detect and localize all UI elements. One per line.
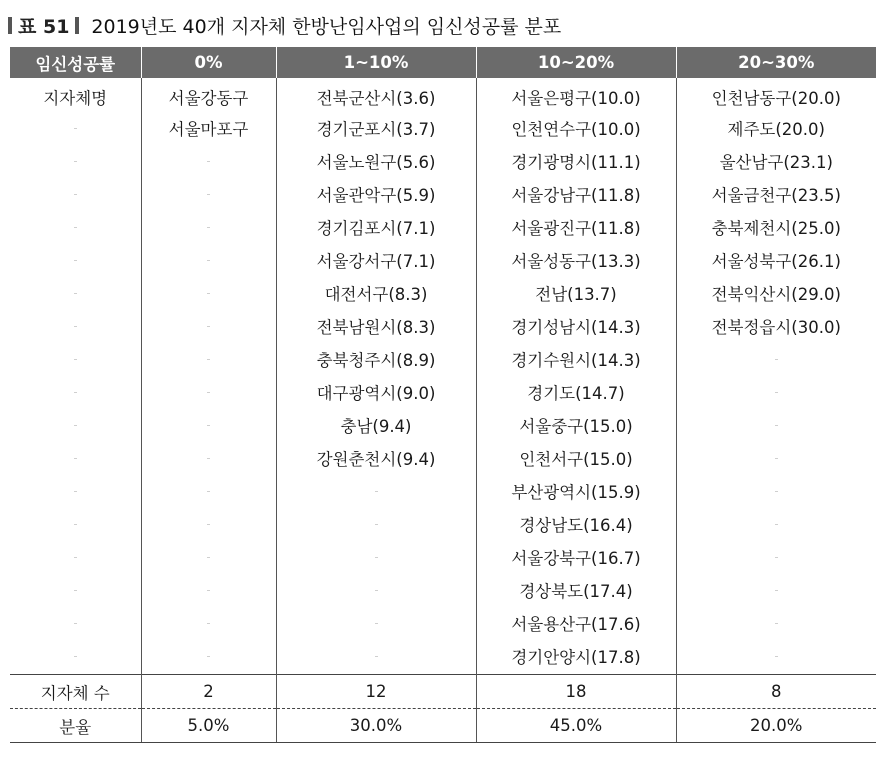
city-cell: 강원춘천시(9.4) bbox=[276, 441, 476, 474]
table-row bbox=[10, 177, 876, 210]
count-cell: 12 bbox=[276, 675, 476, 709]
table-row bbox=[10, 540, 876, 573]
ratio-cell: 45.0% bbox=[476, 709, 676, 743]
city-cell: 전남(13.7) bbox=[476, 276, 676, 309]
header-cell: 0% bbox=[141, 47, 276, 78]
empty-cell bbox=[10, 309, 141, 342]
placeholder-dot bbox=[207, 194, 210, 195]
table-row bbox=[10, 639, 876, 675]
table-row bbox=[10, 276, 876, 309]
city-cell: 전북정읍시(30.0) bbox=[676, 309, 876, 342]
city-cell: 서울은평구(10.0) bbox=[476, 78, 676, 111]
empty-cell bbox=[141, 474, 276, 507]
empty-cell bbox=[10, 144, 141, 177]
table-row bbox=[10, 408, 876, 441]
placeholder-dot bbox=[74, 524, 77, 525]
city-cell: 전북군산시(3.6) bbox=[276, 78, 476, 111]
row-header-cell: 지자체명 bbox=[43, 88, 108, 108]
empty-cell bbox=[10, 210, 141, 243]
empty-cell bbox=[141, 375, 276, 408]
placeholder-dot bbox=[775, 458, 778, 459]
placeholder-dot bbox=[775, 392, 778, 393]
empty-cell bbox=[10, 474, 141, 507]
empty-cell bbox=[10, 573, 141, 606]
placeholder-dot bbox=[74, 458, 77, 459]
city-cell: 서울금천구(23.5) bbox=[676, 177, 876, 210]
ratio-label: 분율 bbox=[10, 709, 141, 743]
placeholder-dot bbox=[207, 161, 210, 162]
empty-cell bbox=[141, 639, 276, 675]
empty-cell bbox=[676, 573, 876, 606]
city-cell: 경기광명시(11.1) bbox=[476, 144, 676, 177]
placeholder-dot bbox=[207, 260, 210, 261]
count-label: 지자체 수 bbox=[10, 675, 141, 709]
empty-cell bbox=[676, 639, 876, 675]
count-cell: 2 bbox=[141, 675, 276, 709]
city-cell: 서울강북구(16.7) bbox=[476, 540, 676, 573]
table-row bbox=[10, 474, 876, 507]
placeholder-dot bbox=[207, 359, 210, 360]
empty-cell bbox=[141, 408, 276, 441]
placeholder-dot bbox=[775, 590, 778, 591]
placeholder-dot bbox=[74, 590, 77, 591]
header-cell: 10~20% bbox=[476, 47, 676, 78]
city-cell: 경기안양시(17.8) bbox=[476, 639, 676, 675]
placeholder-dot bbox=[74, 491, 77, 492]
empty-cell bbox=[141, 177, 276, 210]
placeholder-dot bbox=[775, 656, 778, 657]
placeholder-dot bbox=[207, 623, 210, 624]
table-row bbox=[10, 309, 876, 342]
placeholder-dot bbox=[74, 293, 77, 294]
header-row bbox=[10, 47, 876, 78]
placeholder-dot bbox=[375, 656, 378, 657]
placeholder-dot bbox=[74, 161, 77, 162]
empty-cell bbox=[676, 474, 876, 507]
empty-cell bbox=[10, 375, 141, 408]
city-cell: 제주도(20.0) bbox=[676, 111, 876, 144]
placeholder-dot bbox=[207, 326, 210, 327]
ratio-row bbox=[10, 709, 876, 743]
placeholder-dot bbox=[74, 623, 77, 624]
placeholder-dot bbox=[74, 227, 77, 228]
placeholder-dot bbox=[74, 425, 77, 426]
empty-cell bbox=[10, 639, 141, 675]
city-cell: 대구광역시(9.0) bbox=[276, 375, 476, 408]
placeholder-dot bbox=[207, 524, 210, 525]
placeholder-dot bbox=[375, 524, 378, 525]
table-row bbox=[10, 243, 876, 276]
placeholder-dot bbox=[207, 590, 210, 591]
table-row bbox=[10, 507, 876, 540]
city-cell: 충북제천시(25.0) bbox=[676, 210, 876, 243]
count-row bbox=[10, 675, 876, 709]
city-cell: 경상남도(16.4) bbox=[476, 507, 676, 540]
empty-cell bbox=[141, 144, 276, 177]
caption-bar-right bbox=[75, 17, 79, 34]
empty-cell bbox=[141, 507, 276, 540]
placeholder-dot bbox=[375, 623, 378, 624]
empty-cell bbox=[141, 309, 276, 342]
city-cell: 서울노원구(5.6) bbox=[276, 144, 476, 177]
table-row bbox=[10, 441, 876, 474]
city-cell: 서울성동구(13.3) bbox=[476, 243, 676, 276]
placeholder-dot bbox=[74, 392, 77, 393]
placeholder-dot bbox=[74, 557, 77, 558]
empty-cell bbox=[676, 375, 876, 408]
city-cell: 인천연수구(10.0) bbox=[476, 111, 676, 144]
city-cell: 충남(9.4) bbox=[276, 408, 476, 441]
city-cell: 서울성북구(26.1) bbox=[676, 243, 876, 276]
table-row bbox=[10, 573, 876, 606]
placeholder-dot bbox=[74, 128, 77, 129]
placeholder-dot bbox=[74, 656, 77, 657]
table-number: 표 51 bbox=[18, 15, 70, 38]
empty-cell bbox=[276, 507, 476, 540]
ratio-cell: 5.0% bbox=[141, 709, 276, 743]
city-cell: 서울광진구(11.8) bbox=[476, 210, 676, 243]
empty-cell bbox=[10, 408, 141, 441]
empty-cell bbox=[10, 342, 141, 375]
empty-cell bbox=[141, 573, 276, 606]
header-cell: 임신성공률 bbox=[10, 47, 141, 78]
city-cell: 울산남구(23.1) bbox=[676, 144, 876, 177]
placeholder-dot bbox=[375, 491, 378, 492]
city-cell: 서울강서구(7.1) bbox=[276, 243, 476, 276]
empty-cell bbox=[10, 243, 141, 276]
city-cell: 부산광역시(15.9) bbox=[476, 474, 676, 507]
empty-cell bbox=[10, 507, 141, 540]
empty-cell bbox=[141, 210, 276, 243]
empty-cell bbox=[276, 540, 476, 573]
city-list-body bbox=[10, 78, 876, 675]
table-caption bbox=[8, 10, 561, 40]
table-row bbox=[10, 606, 876, 639]
city-cell: 인천남동구(20.0) bbox=[676, 78, 876, 111]
city-cell: 서울용산구(17.6) bbox=[476, 606, 676, 639]
table-row bbox=[10, 144, 876, 177]
empty-cell bbox=[141, 342, 276, 375]
placeholder-dot bbox=[74, 194, 77, 195]
empty-cell bbox=[276, 606, 476, 639]
empty-cell bbox=[676, 408, 876, 441]
placeholder-dot bbox=[74, 359, 77, 360]
city-cell: 충북청주시(8.9) bbox=[276, 342, 476, 375]
empty-cell bbox=[141, 243, 276, 276]
empty-cell bbox=[676, 507, 876, 540]
placeholder-dot bbox=[775, 359, 778, 360]
placeholder-dot bbox=[207, 227, 210, 228]
empty-cell bbox=[676, 441, 876, 474]
empty-cell bbox=[676, 342, 876, 375]
placeholder-dot bbox=[207, 491, 210, 492]
city-cell: 전북익산시(29.0) bbox=[676, 276, 876, 309]
city-cell: 서울강동구 bbox=[141, 78, 276, 111]
city-cell: 서울마포구 bbox=[141, 111, 276, 144]
empty-cell bbox=[10, 606, 141, 639]
city-cell: 전북남원시(8.3) bbox=[276, 309, 476, 342]
empty-cell bbox=[676, 606, 876, 639]
ratio-cell: 20.0% bbox=[676, 709, 876, 743]
count-cell: 8 bbox=[676, 675, 876, 709]
city-cell: 경기수원시(14.3) bbox=[476, 342, 676, 375]
empty-cell bbox=[10, 111, 141, 144]
placeholder-dot bbox=[74, 260, 77, 261]
city-cell: 경기김포시(7.1) bbox=[276, 210, 476, 243]
table-row bbox=[10, 111, 876, 144]
table-row bbox=[10, 210, 876, 243]
placeholder-dot bbox=[775, 491, 778, 492]
distribution-table bbox=[10, 47, 876, 743]
city-cell: 인천서구(15.0) bbox=[476, 441, 676, 474]
empty-cell bbox=[10, 276, 141, 309]
empty-cell bbox=[276, 573, 476, 606]
empty-cell bbox=[676, 540, 876, 573]
placeholder-dot bbox=[375, 557, 378, 558]
placeholder-dot bbox=[775, 623, 778, 624]
empty-cell bbox=[141, 540, 276, 573]
caption-bar-left bbox=[8, 17, 12, 34]
city-cell: 대전서구(8.3) bbox=[276, 276, 476, 309]
city-cell: 서울강남구(11.8) bbox=[476, 177, 676, 210]
table-row bbox=[10, 78, 876, 111]
table-title: 2019년도 40개 지자체 한방난임사업의 임신성공률 분포 bbox=[91, 15, 562, 38]
empty-cell bbox=[141, 441, 276, 474]
header-cell: 20~30% bbox=[676, 47, 876, 78]
header-cell: 1~10% bbox=[276, 47, 476, 78]
city-cell: 경상북도(17.4) bbox=[476, 573, 676, 606]
empty-cell bbox=[10, 441, 141, 474]
placeholder-dot bbox=[775, 557, 778, 558]
empty-cell bbox=[141, 606, 276, 639]
city-cell: 서울관악구(5.9) bbox=[276, 177, 476, 210]
empty-cell bbox=[276, 474, 476, 507]
city-cell: 서울중구(15.0) bbox=[476, 408, 676, 441]
placeholder-dot bbox=[207, 293, 210, 294]
placeholder-dot bbox=[207, 458, 210, 459]
count-cell: 18 bbox=[476, 675, 676, 709]
placeholder-dot bbox=[375, 590, 378, 591]
placeholder-dot bbox=[775, 425, 778, 426]
empty-cell bbox=[276, 639, 476, 675]
table-row bbox=[10, 342, 876, 375]
empty-cell bbox=[10, 540, 141, 573]
empty-cell bbox=[141, 276, 276, 309]
city-cell: 경기도(14.7) bbox=[476, 375, 676, 408]
placeholder-dot bbox=[207, 656, 210, 657]
table-row bbox=[10, 375, 876, 408]
placeholder-dot bbox=[775, 524, 778, 525]
ratio-cell: 30.0% bbox=[276, 709, 476, 743]
placeholder-dot bbox=[207, 392, 210, 393]
placeholder-dot bbox=[207, 557, 210, 558]
city-cell: 경기성남시(14.3) bbox=[476, 309, 676, 342]
placeholder-dot bbox=[207, 425, 210, 426]
city-cell: 경기군포시(3.7) bbox=[276, 111, 476, 144]
empty-cell bbox=[10, 177, 141, 210]
placeholder-dot bbox=[74, 326, 77, 327]
